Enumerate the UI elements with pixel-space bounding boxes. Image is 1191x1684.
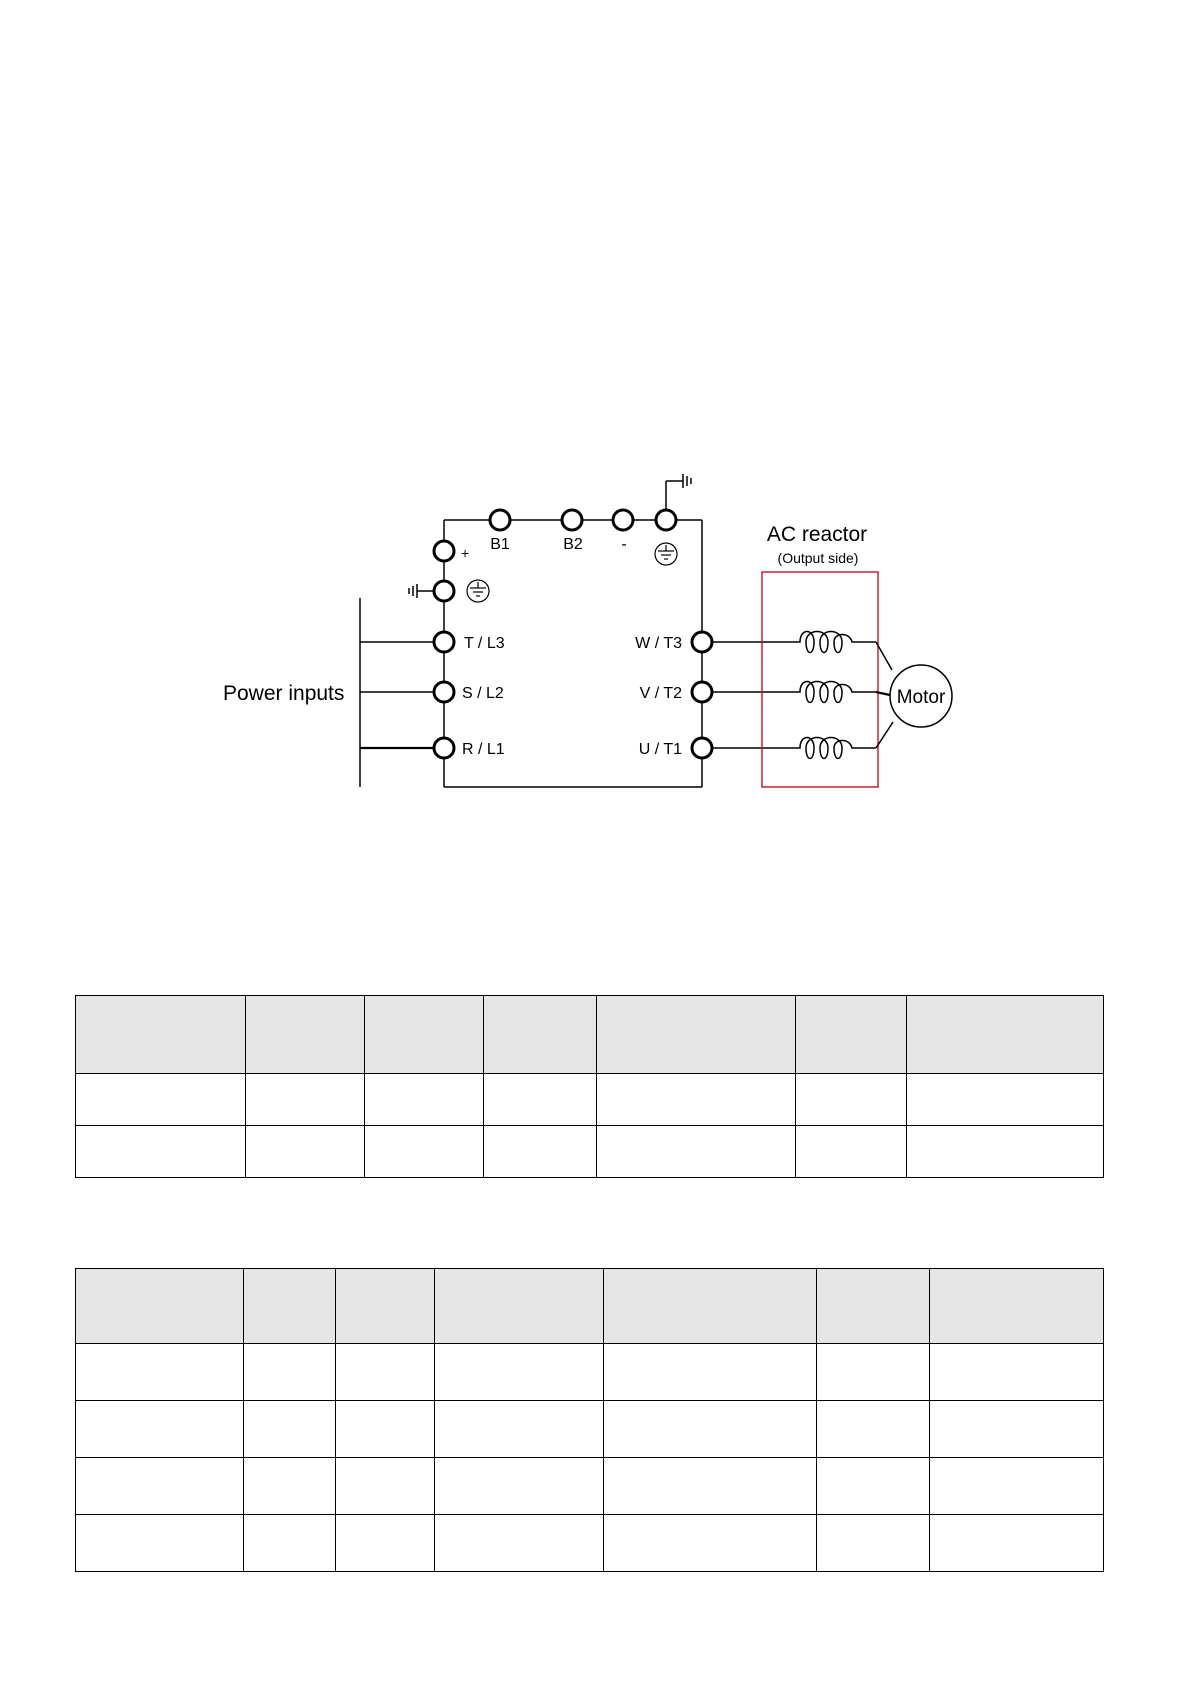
table-cell: [336, 1344, 435, 1401]
table-cell: [597, 1126, 796, 1178]
table-cell: [604, 1344, 817, 1401]
table-cell: [365, 1074, 484, 1126]
ground-symbol-icon: [467, 580, 489, 602]
power-inputs-label: Power inputs: [223, 682, 345, 705]
header-cell: [597, 996, 796, 1074]
table-header-row: [76, 996, 1104, 1074]
table-row: [76, 1344, 1104, 1401]
terminal-v-t2: [692, 682, 712, 702]
label-u-t1: U / T1: [638, 741, 682, 758]
label-b2: B2: [563, 536, 583, 553]
table-cell: [336, 1401, 435, 1458]
table-header-row: [76, 1269, 1104, 1344]
output-terminals: [692, 632, 712, 758]
header-cell: [435, 1269, 604, 1344]
table-cell: [817, 1515, 930, 1572]
table-cell: [484, 1126, 597, 1178]
reactor-coil-v: [790, 682, 876, 703]
table-cell: [336, 1515, 435, 1572]
table-cell: [435, 1344, 604, 1401]
label-minus: -: [621, 536, 627, 553]
terminal-t-l3: [434, 632, 454, 652]
label-t-l3: T / L3: [464, 635, 505, 652]
terminal-w-t3: [692, 632, 712, 652]
power-input-bus: [360, 598, 434, 787]
motor-label: Motor: [896, 687, 946, 708]
table-cell: [597, 1074, 796, 1126]
table-cell: [796, 1126, 907, 1178]
header-cell: [930, 1269, 1104, 1344]
table-row: [76, 1515, 1104, 1572]
table-cell: [930, 1344, 1104, 1401]
table-cell: [244, 1401, 336, 1458]
terminal-ground-top: [656, 510, 676, 530]
label-r-l1: R / L1: [462, 741, 505, 758]
specification-table-1: [75, 995, 1104, 1178]
table-cell: [435, 1458, 604, 1515]
table-cell: [76, 1458, 244, 1515]
table-cell: [76, 1401, 244, 1458]
table-row: [76, 1074, 1104, 1126]
label-b1: B1: [490, 536, 510, 553]
terminal-s-l2: [434, 682, 454, 702]
table-cell: [76, 1074, 246, 1126]
header-cell: [907, 996, 1104, 1074]
table-cell: [76, 1126, 246, 1178]
table-cell: [244, 1344, 336, 1401]
label-s-l2: S / L2: [462, 685, 504, 702]
label-v-t2: V / T2: [639, 685, 682, 702]
table-cell: [604, 1458, 817, 1515]
label-plus: +: [461, 545, 470, 561]
table-row: [76, 1401, 1104, 1458]
terminal-b2: [562, 510, 582, 530]
table-cell: [365, 1126, 484, 1178]
header-cell: [817, 1269, 930, 1344]
table-cell: [244, 1515, 336, 1572]
table-cell: [930, 1515, 1104, 1572]
terminal-r-l1: [434, 738, 454, 758]
table-cell: [484, 1074, 597, 1126]
terminal-b1: [490, 510, 510, 530]
table-cell: [246, 1074, 365, 1126]
table-cell: [246, 1126, 365, 1178]
ac-reactor-subtitle: (Output side): [777, 550, 859, 566]
input-terminals: [434, 632, 454, 758]
output-wires: [712, 642, 790, 748]
table-cell: [817, 1344, 930, 1401]
header-cell: [246, 996, 365, 1074]
table-cell: [930, 1458, 1104, 1515]
table-cell: [907, 1074, 1104, 1126]
left-ground-wire: [409, 584, 434, 598]
table-cell: [76, 1515, 244, 1572]
table-cell: [604, 1401, 817, 1458]
terminal-u-t1: [692, 738, 712, 758]
specification-table-2: [75, 1268, 1104, 1572]
header-cell: [796, 996, 907, 1074]
ac-reactor-title: AC reactor: [766, 523, 868, 546]
table-row: [76, 1126, 1104, 1178]
header-cell: [244, 1269, 336, 1344]
header-cell: [336, 1269, 435, 1344]
terminal-plus: [434, 541, 454, 561]
terminal-ground-left: [434, 581, 454, 601]
header-cell: [484, 996, 597, 1074]
table-cell: [796, 1074, 907, 1126]
header-cell: [604, 1269, 817, 1344]
reactor-coil-u: [790, 738, 876, 759]
table-cell: [435, 1401, 604, 1458]
table-cell: [930, 1401, 1104, 1458]
header-cell: [76, 1269, 244, 1344]
table-cell: [817, 1458, 930, 1515]
terminal-minus: [613, 510, 633, 530]
reactor-coil-w: [790, 632, 876, 653]
table-cell: [336, 1458, 435, 1515]
table-row: [76, 1458, 1104, 1515]
header-cell: [76, 996, 246, 1074]
table-cell: [604, 1515, 817, 1572]
label-w-t3: W / T3: [635, 635, 682, 652]
table-cell: [435, 1515, 604, 1572]
table-cell: [76, 1344, 244, 1401]
header-cell: [365, 996, 484, 1074]
table-cell: [817, 1401, 930, 1458]
ground-symbol-icon: [655, 543, 677, 565]
table-cell: [244, 1458, 336, 1515]
table-cell: [907, 1126, 1104, 1178]
